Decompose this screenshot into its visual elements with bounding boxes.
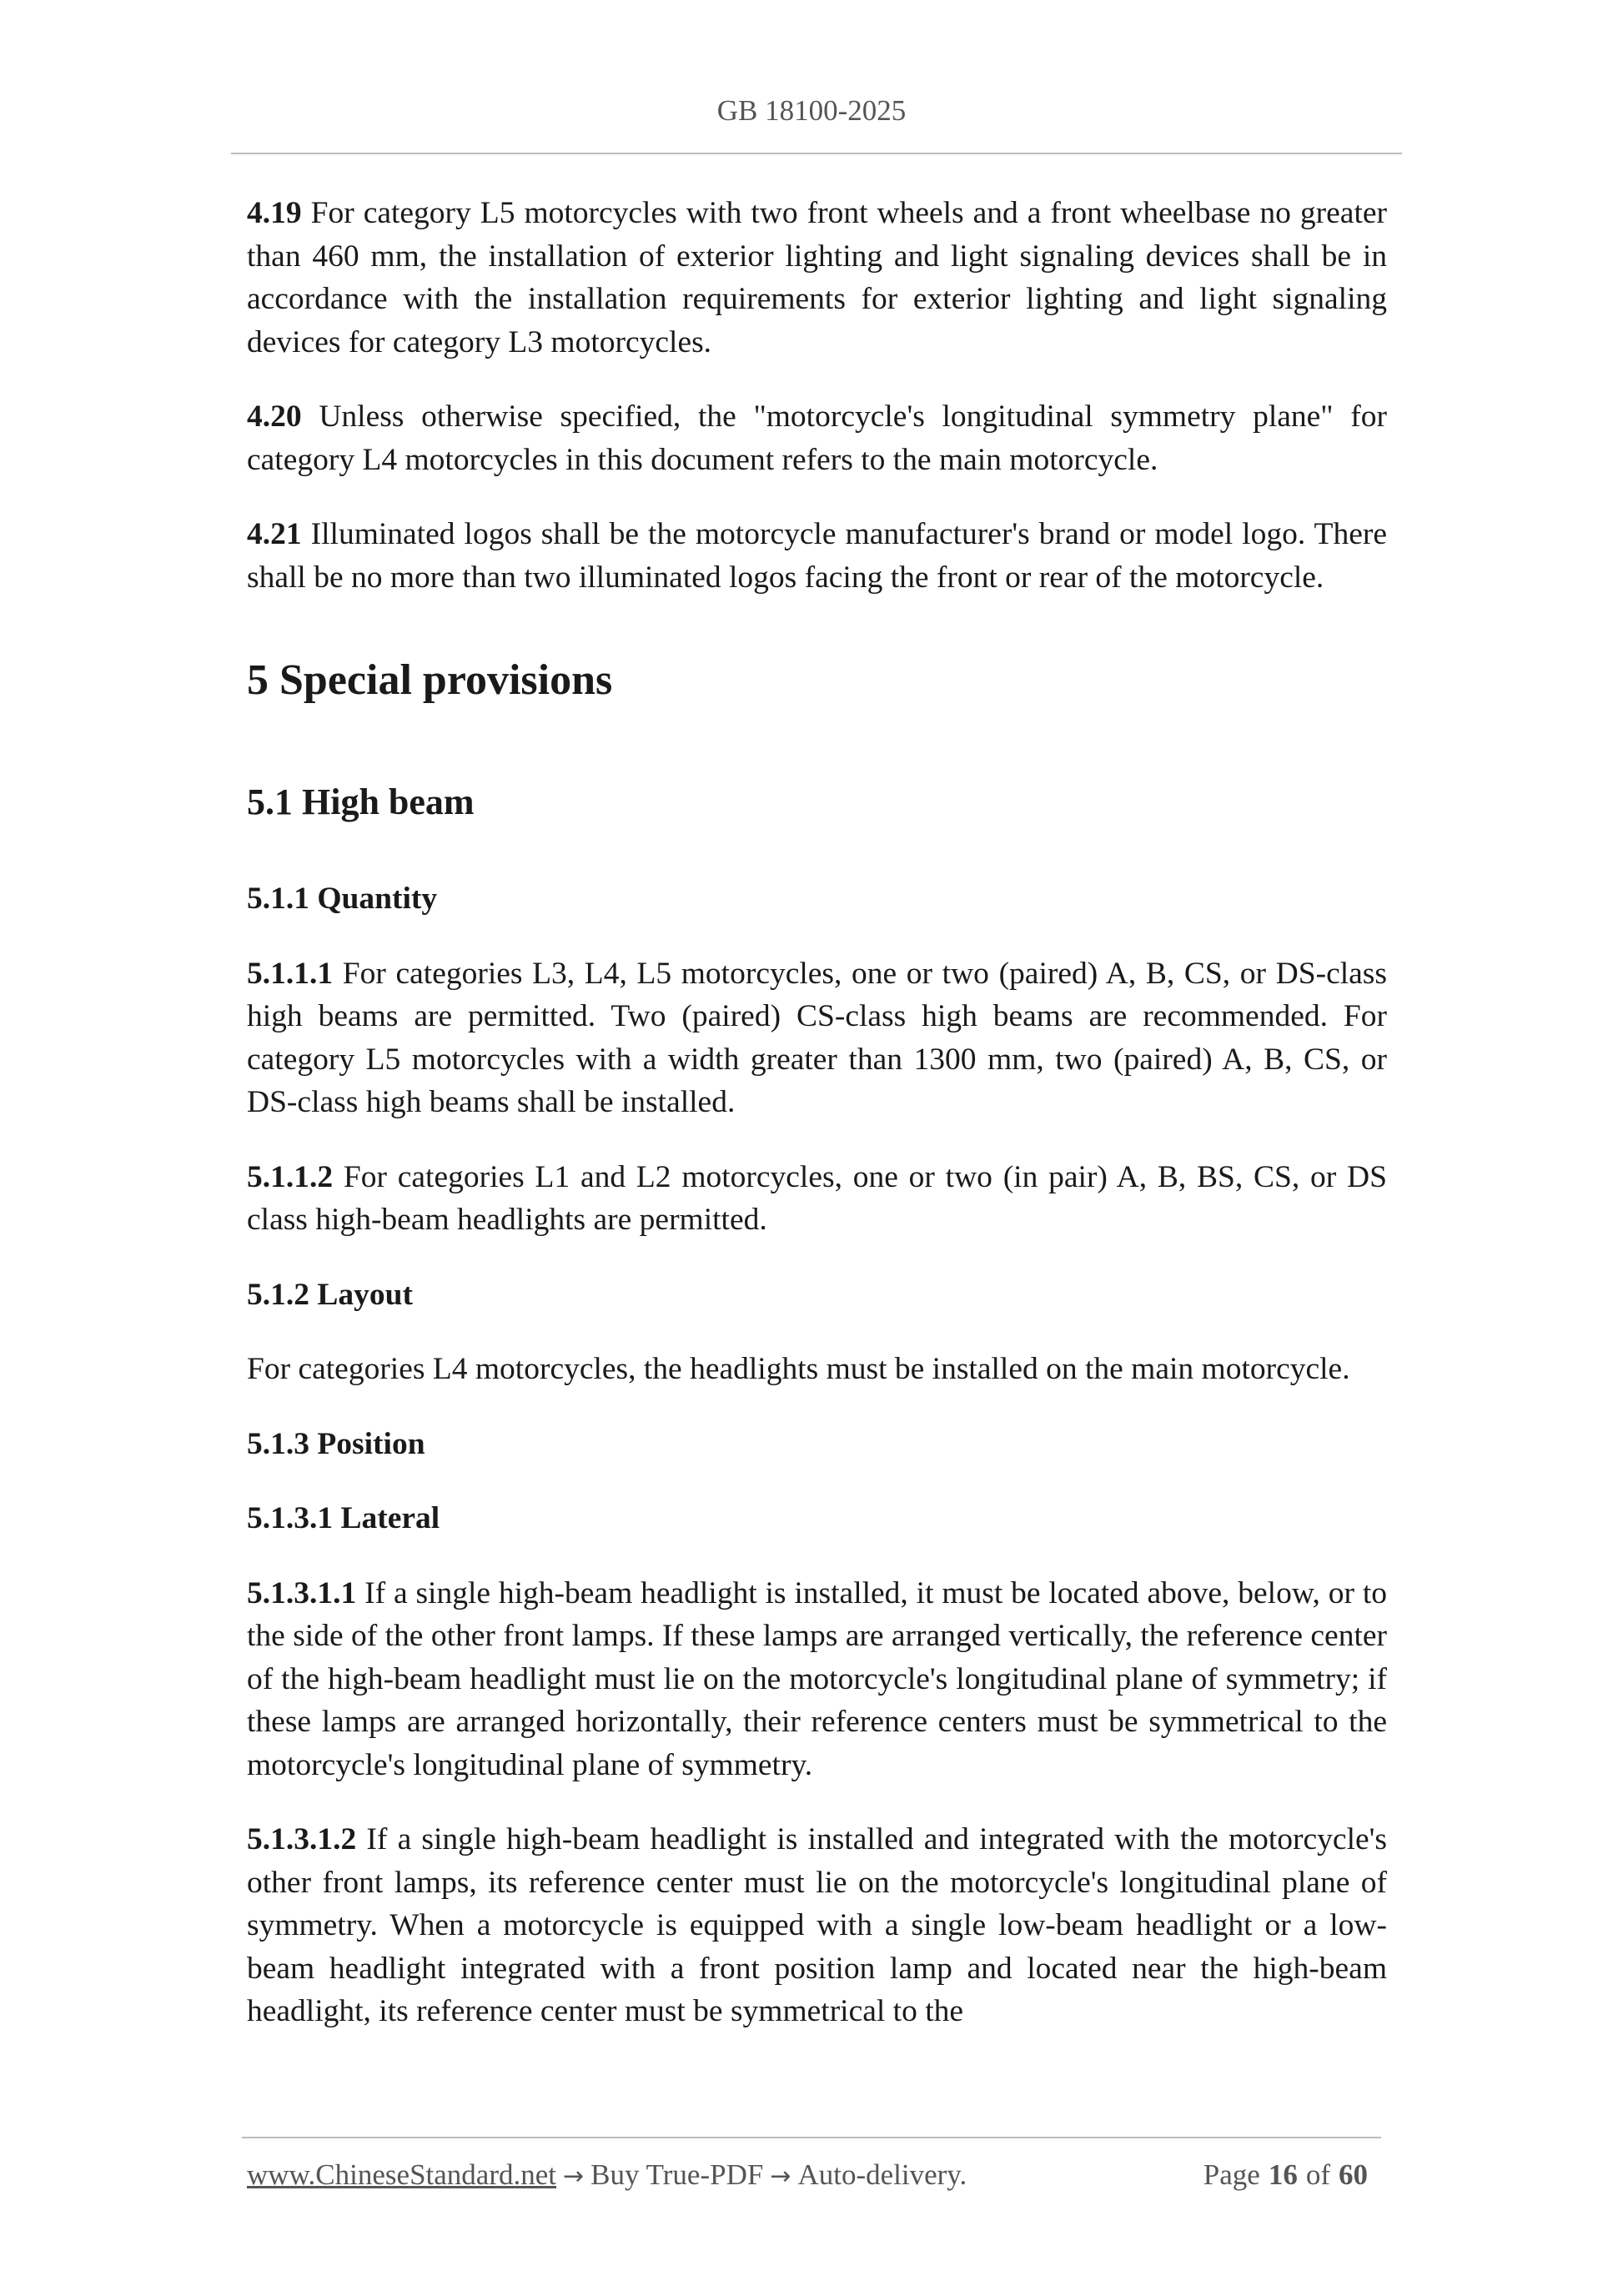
arrow-right-icon: → xyxy=(770,2162,791,2191)
section-heading-5-1-1: 5.1.1 Quantity xyxy=(247,882,438,916)
clause-4-19 xyxy=(247,192,1387,364)
clause-5-1-3-1-2 xyxy=(247,1818,1387,2033)
clause-text: For categories L4 motorcycles, the headlights must be installed on the main motorcycle. xyxy=(247,1352,1350,1386)
section-heading-5-1: 5.1 High beam xyxy=(247,781,475,822)
section-heading-5-1-3: 5.1.3 Position xyxy=(247,1426,425,1461)
section-heading-5-1-3-1: 5.1.3.1 Lateral xyxy=(247,1501,440,1535)
clause-number: 4.20 xyxy=(247,399,302,434)
page-current: 16 xyxy=(1268,2158,1298,2191)
clause-4-20 xyxy=(247,395,1387,481)
clause-text: If a single high-beam headlight is installed, it must be located above, below, or to the side of the other front lamps. If these lamps are arranged vertically, the reference center of the high-beam headlight must lie on the motorcycle's longitudinal plane of symmetry; if these lamps are arranged horizontally, their reference centers must be symmetrical to the motorcycle's longitudinal plane of symmetry. xyxy=(247,1575,1387,1782)
clause-text: For category L5 motorcycles with two front wheels and a front wheelbase no greater than 460 mm, the installation of exterior lighting and light signaling devices shall be in accordance with the installation requirements for exterior lighting and light signaling devices for category L3 motorcycles. xyxy=(247,196,1387,359)
section-heading-5-1-2: 5.1.2 Layout xyxy=(247,1277,413,1312)
clause-5-1-2-text xyxy=(247,1348,1387,1391)
page-indicator xyxy=(1203,2158,1376,2192)
clause-number: 5.1.3.1.2 xyxy=(247,1822,357,1856)
clause-5-1-1-2 xyxy=(247,1156,1387,1242)
clause-5-1-3-1-1 xyxy=(247,1572,1387,1787)
page-label: Page xyxy=(1203,2158,1260,2191)
clause-text: For categories L1 and L2 motorcycles, one or two (in pair) A, B, BS, CS, or DS class high-beam headlights are permitted. xyxy=(247,1159,1387,1237)
clause-number: 4.19 xyxy=(247,196,302,230)
document-id-header: GB 18100-2025 xyxy=(716,94,907,127)
footer-promo xyxy=(247,2158,967,2192)
clause-number: 5.1.3.1.1 xyxy=(247,1575,357,1610)
header-divider xyxy=(231,153,1402,154)
clause-text: If a single high-beam headlight is installed and integrated with the motorcycle's other front lamps, its reference center must lie on the motorcycle's longitudinal plane of symmetry. When a motorcycle is equipped with a single low-beam headlight or a low-beam headlight integrated with a front position lamp and located near the high-beam headlight, its reference center must be symmetrical to the xyxy=(247,1822,1387,2028)
page-total: 60 xyxy=(1339,2158,1368,2191)
page-of-label: of xyxy=(1305,2158,1330,2191)
clause-text: For categories L3, L4, L5 motorcycles, one or two (paired) A, B, CS, or DS-class high beams are permitted. Two (paired) CS-class high beams are recommended. For category L5 motorcycles with a width greater than 1300 mm, two (paired) A, B, CS, or DS-class high beams shall be installed. xyxy=(247,956,1387,1119)
website-link[interactable]: www.ChineseStandard.net xyxy=(247,2158,556,2191)
document-body xyxy=(247,192,1387,2065)
footer-delivery-text: Auto-delivery. xyxy=(797,2158,967,2191)
clause-text: Unless otherwise specified, the "motorcycle's longitudinal symmetry plane" for category L4 motorcycles in this document refers to the main motorcycle. xyxy=(247,399,1387,477)
clause-5-1-1-1 xyxy=(247,952,1387,1124)
section-heading-5: 5 Special provisions xyxy=(247,656,613,704)
clause-4-21 xyxy=(247,513,1387,599)
clause-text: Illuminated logos shall be the motorcycle manufacturer's brand or model logo. There shall be no more than two illuminated logos facing the front or rear of the motorcycle. xyxy=(247,517,1387,595)
arrow-right-icon: → xyxy=(563,2162,585,2191)
clause-number: 5.1.1.2 xyxy=(247,1159,334,1194)
footer-divider xyxy=(242,2137,1381,2138)
clause-number: 4.21 xyxy=(247,517,302,551)
footer-buy-text: Buy True-PDF xyxy=(590,2158,764,2191)
clause-number: 5.1.1.1 xyxy=(247,956,334,991)
